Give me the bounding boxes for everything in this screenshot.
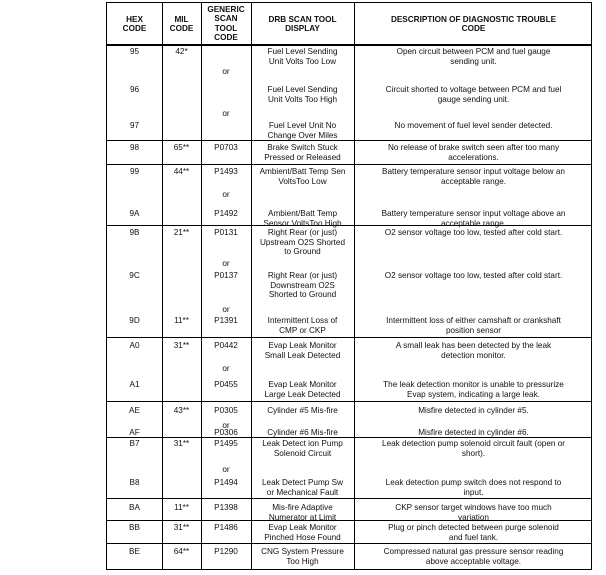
mil-code-cell-line: 65**	[173, 143, 190, 152]
description-line: Circuit shorted to voltage between PCM and fuel	[385, 85, 562, 94]
generic-scan-code-cell	[201, 439, 251, 449]
generic-scan-code-cell	[201, 316, 251, 326]
mil-code-cell	[162, 316, 201, 326]
drb-display-line: Leak Detect Pump Sw	[261, 478, 343, 487]
generic-scan-code-cell-line: P0703	[214, 143, 238, 152]
hex-code-cell	[107, 209, 162, 219]
drb-display-line: Fuel Level Sending	[267, 47, 338, 56]
description-cell	[354, 406, 593, 416]
drb-display-line: Shorted to Ground	[268, 290, 337, 300]
hex-code-cell	[107, 523, 162, 533]
drb-display-cell	[251, 209, 354, 228]
row-divider	[107, 44, 591, 46]
description-line: position sensor	[445, 325, 502, 335]
hex-code-cell	[107, 439, 162, 449]
hex-code-cell-line: AF	[129, 428, 140, 437]
drb-display-line: Solenoid Circuit	[273, 448, 332, 458]
mil-code-cell	[162, 406, 201, 416]
generic-scan-code-cell	[201, 167, 251, 177]
hex-code-cell	[107, 271, 162, 281]
hex-code-cell	[107, 547, 162, 557]
drb-display-line: Right Rear (or just)	[267, 271, 338, 280]
hex-code-cell	[107, 341, 162, 351]
description-line: input.	[463, 487, 484, 497]
mil-code-cell-line: 31**	[173, 523, 190, 532]
description-cell	[354, 316, 593, 335]
description-cell	[354, 47, 593, 66]
drb-display-line: CNG System Pressure	[261, 547, 344, 556]
hex-code-cell	[107, 47, 162, 57]
drb-display-line: Intermittent Loss of	[267, 316, 338, 325]
generic-scan-code-cell-line: P1493	[214, 167, 238, 176]
drb-display-cell	[251, 406, 354, 416]
drb-display-cell	[251, 523, 354, 542]
generic-scan-code-cell	[201, 143, 251, 153]
header-generic-line: CODE	[214, 33, 238, 43]
mil-code-cell-line: 31**	[173, 341, 190, 350]
description-line: No release of brake switch seen after too many	[387, 143, 560, 152]
hex-code-cell	[107, 167, 162, 177]
drb-display-cell	[251, 121, 354, 140]
drb-display-line: Fuel Level Sending	[267, 85, 338, 94]
generic-scan-code-cell-line: P0442	[214, 341, 238, 350]
description-line: short).	[461, 448, 486, 458]
mil-code-cell-line: 43**	[173, 406, 190, 415]
description-cell	[354, 85, 593, 104]
description-cell	[354, 167, 593, 186]
drb-display-cell	[251, 503, 354, 522]
description-line: O2 sensor voltage too low, tested after cold start.	[384, 228, 563, 237]
generic-scan-code-cell-line: P1290	[214, 547, 238, 556]
drb-display-line: Numerator at Limit	[268, 512, 337, 522]
drb-display-line: Unit Volts Too Low	[268, 56, 337, 66]
mil-code-cell	[162, 547, 201, 557]
mil-code-cell-line: 64**	[173, 547, 190, 556]
drb-display-cell	[251, 85, 354, 104]
drb-display-line: Evap Leak Monitor	[268, 380, 337, 389]
description-line: sending unit.	[450, 56, 497, 66]
mil-code-cell-line: 31**	[173, 439, 190, 448]
description-cell	[354, 209, 593, 228]
drb-display-line: Cylinder #6 Mis-fire	[267, 428, 338, 437]
column-divider	[162, 3, 163, 569]
drb-display-cell	[251, 439, 354, 458]
drb-display-line: Brake Switch Stuck	[267, 143, 338, 152]
mil-code-cell	[162, 523, 201, 533]
description-line: gauge sending unit.	[437, 94, 510, 104]
header-desc-line: DESCRIPTION OF DIAGNOSTIC TROUBLE	[390, 15, 557, 24]
drb-display-line: Leak Detect ion Pump	[262, 439, 343, 448]
mil-code-cell	[162, 47, 201, 57]
drb-display-cell	[251, 547, 354, 566]
drb-display-cell	[251, 341, 354, 360]
header-drb-line: DRB SCAN TOOL	[268, 15, 337, 24]
generic-scan-code-cell-line: P1398	[214, 503, 238, 512]
description-cell	[354, 478, 593, 497]
or-separator: or	[222, 421, 230, 430]
hex-code-cell-line: 96	[129, 85, 140, 94]
description-line: Battery temperature sensor input voltage above an	[381, 209, 566, 218]
drb-display-line: VoltsToo Low	[278, 176, 327, 186]
hex-code-cell-line: A1	[129, 380, 140, 389]
hex-code-cell	[107, 228, 162, 238]
generic-scan-code-cell	[201, 380, 251, 390]
drb-display-cell	[251, 167, 354, 186]
row-divider	[107, 164, 591, 165]
or-separator: or	[222, 364, 230, 373]
description-cell	[354, 503, 593, 522]
description-line: detection monitor.	[441, 350, 506, 360]
hex-code-cell-line: 98	[129, 143, 140, 152]
drb-display-line: Downstream O2S	[270, 280, 335, 290]
header-generic-line: SCAN	[214, 14, 238, 24]
generic-scan-code-cell	[201, 228, 251, 238]
row-divider	[107, 401, 591, 402]
hex-code-cell	[107, 406, 162, 416]
generic-scan-code-cell	[201, 547, 251, 557]
hex-code-cell-line: 9D	[129, 316, 140, 325]
mil-code-cell	[162, 503, 201, 513]
hex-code-cell	[107, 121, 162, 131]
header-generic-line: GENERIC	[207, 5, 245, 14]
description-line: No movement of fuel level sender detected.	[394, 121, 553, 130]
drb-display-cell	[251, 316, 354, 335]
header-mil-line: CODE	[169, 24, 194, 34]
description-line: Leak detection pump solenoid circuit fault (open or	[382, 439, 565, 448]
header-drb-line: DISPLAY	[285, 24, 320, 34]
header-mil-line: MIL	[174, 15, 189, 24]
generic-scan-code-cell	[201, 406, 251, 416]
generic-scan-code-cell-line: P1494	[214, 478, 238, 487]
description-line: Misfire detected in cylinder #6.	[418, 428, 529, 437]
description-line: variation	[458, 512, 489, 522]
generic-scan-code-cell	[201, 478, 251, 488]
description-line: Open circuit between PCM and fuel gauge	[396, 47, 551, 56]
description-line: A small leak has been detected by the leak	[395, 341, 552, 350]
drb-display-line: Evap Leak Monitor	[268, 341, 337, 350]
description-line: Intermittent loss of either camshaft or crankshaft	[386, 316, 561, 325]
description-line: above acceptable voltage.	[425, 556, 522, 566]
hex-code-cell	[107, 428, 162, 438]
generic-scan-code-cell	[201, 209, 251, 219]
or-separator: or	[222, 190, 230, 199]
hex-code-cell-line: A0	[129, 341, 140, 350]
description-cell	[354, 271, 593, 281]
description-cell	[354, 547, 593, 566]
description-cell	[354, 380, 593, 399]
drb-display-cell	[251, 271, 354, 300]
description-cell	[354, 121, 593, 131]
mil-code-cell	[162, 341, 201, 351]
hex-code-cell-line: B8	[129, 478, 140, 487]
mil-code-cell	[162, 143, 201, 153]
drb-display-line: Mis-fire Adaptive	[272, 503, 333, 512]
hex-code-cell-line: 9B	[129, 228, 140, 237]
header-hex	[107, 15, 162, 34]
hex-code-cell-line: BA	[129, 503, 140, 512]
generic-scan-code-cell	[201, 341, 251, 351]
drb-display-line: Ambient/Batt Temp Sen	[259, 167, 346, 176]
description-cell	[354, 143, 593, 162]
generic-scan-code-cell-line: P0455	[214, 380, 238, 389]
hex-code-cell-line: BB	[129, 523, 140, 532]
or-separator: or	[222, 259, 230, 268]
row-divider	[107, 498, 591, 499]
mil-code-cell	[162, 228, 201, 238]
drb-display-line: Pressed or Released	[264, 152, 341, 162]
hex-code-cell	[107, 316, 162, 326]
hex-code-cell-line: 9A	[129, 209, 140, 218]
or-separator: or	[222, 109, 230, 118]
hex-code-cell	[107, 85, 162, 95]
hex-code-cell-line: 9C	[129, 271, 140, 280]
description-line: Leak detection pump switch does not respond to	[385, 478, 562, 487]
description-line: CKP sensor target windows have too much	[395, 503, 552, 512]
generic-scan-code-cell-line: P1486	[214, 523, 238, 532]
description-line: O2 sensor voltage too low, tested after cold start.	[384, 271, 563, 280]
header-mil	[162, 15, 201, 34]
description-line: Evap system, indicating a large leak.	[407, 389, 540, 399]
description-line: acceptable range.	[440, 176, 507, 186]
description-cell	[354, 439, 593, 458]
description-cell	[354, 228, 593, 238]
header-generic-line: TOOL	[214, 23, 238, 33]
header-hex-line: HEX	[126, 15, 143, 24]
description-cell	[354, 341, 593, 360]
hex-code-cell-line: AE	[129, 406, 140, 415]
mil-code-cell	[162, 167, 201, 177]
drb-display-line: Pinched Hose Found	[264, 532, 341, 542]
header-hex-line: CODE	[122, 24, 147, 34]
hex-code-cell-line: BE	[129, 547, 140, 556]
drb-display-line: Right Rear (or just)	[267, 228, 338, 237]
drb-display-line: to Ground	[284, 247, 321, 257]
drb-display-line: Ambient/Batt Temp	[267, 209, 338, 218]
diagnostic-code-table	[106, 2, 592, 570]
hex-code-cell	[107, 380, 162, 390]
generic-scan-code-cell-line: P0305	[214, 406, 238, 415]
drb-display-cell	[251, 228, 354, 257]
description-line: Compressed natural gas pressure sensor reading	[383, 547, 564, 556]
drb-display-cell	[251, 478, 354, 497]
description-line: The leak detection monitor is unable to pressurize	[383, 380, 564, 389]
generic-scan-code-cell-line: P0137	[214, 271, 238, 280]
row-divider	[107, 337, 591, 338]
generic-scan-code-cell-line: P0131	[214, 228, 238, 237]
description-line: accelerations.	[448, 152, 499, 162]
hex-code-cell	[107, 143, 162, 153]
drb-display-cell	[251, 143, 354, 162]
drb-display-line: Fuel Level Unit No	[268, 121, 337, 130]
or-separator: or	[222, 465, 230, 474]
description-line: acceptable range.	[440, 218, 507, 228]
drb-display-line: Small Leak Detected	[264, 350, 341, 360]
description-cell	[354, 523, 593, 542]
header-drb	[251, 15, 354, 34]
hex-code-cell-line: 99	[129, 167, 140, 176]
description-line: and fuel tank.	[448, 532, 499, 542]
mil-code-cell-line: 44**	[173, 167, 190, 176]
mil-code-cell-line: 42*	[175, 47, 188, 56]
drb-display-line: Cylinder #5 Mis-fire	[267, 406, 338, 415]
drb-display-cell	[251, 380, 354, 399]
hex-code-cell-line: B7	[129, 439, 140, 448]
drb-display-line: or Mechanical Fault	[266, 487, 339, 497]
drb-display-line: Evap Leak Monitor	[268, 523, 337, 532]
header-description	[354, 15, 593, 34]
generic-scan-code-cell-line: P0306	[214, 428, 238, 437]
drb-display-cell	[251, 428, 354, 438]
drb-display-line: Unit Volts Too High	[267, 94, 338, 104]
drb-display-line: CMP or CKP	[279, 325, 326, 335]
description-cell	[354, 428, 593, 438]
row-divider	[107, 543, 591, 544]
generic-scan-code-cell-line: P1495	[214, 439, 238, 448]
mil-code-cell-line: 21**	[173, 228, 190, 237]
drb-display-line: Sensor VoltsToo High	[263, 218, 342, 228]
mil-code-cell-line: 11**	[174, 503, 189, 512]
description-line: Battery temperature sensor input voltage below an	[382, 167, 565, 176]
header-desc-line: CODE	[461, 24, 486, 34]
mil-code-cell-line: 11**	[174, 316, 189, 325]
drb-display-line: Too High	[286, 556, 319, 566]
hex-code-cell	[107, 503, 162, 513]
drb-display-cell	[251, 47, 354, 66]
generic-scan-code-cell-line: P1391	[214, 316, 238, 325]
or-separator: or	[222, 67, 230, 76]
drb-display-line: Upstream O2S Shorted	[259, 237, 346, 247]
mil-code-cell	[162, 439, 201, 449]
generic-scan-code-cell	[201, 503, 251, 513]
generic-scan-code-cell	[201, 271, 251, 281]
hex-code-cell	[107, 478, 162, 488]
drb-display-line: Change Over Miles	[267, 130, 338, 140]
generic-scan-code-cell-line: P1492	[214, 209, 238, 218]
hex-code-cell-line: 97	[129, 121, 140, 130]
description-line: Plug or pinch detected between purge solenoid	[388, 523, 559, 532]
header-generic	[201, 5, 251, 43]
generic-scan-code-cell	[201, 523, 251, 533]
drb-display-line: Large Leak Detected	[264, 389, 341, 399]
or-separator: or	[222, 305, 230, 314]
hex-code-cell-line: 95	[129, 47, 140, 56]
description-line: Misfire detected in cylinder #5.	[418, 406, 529, 415]
